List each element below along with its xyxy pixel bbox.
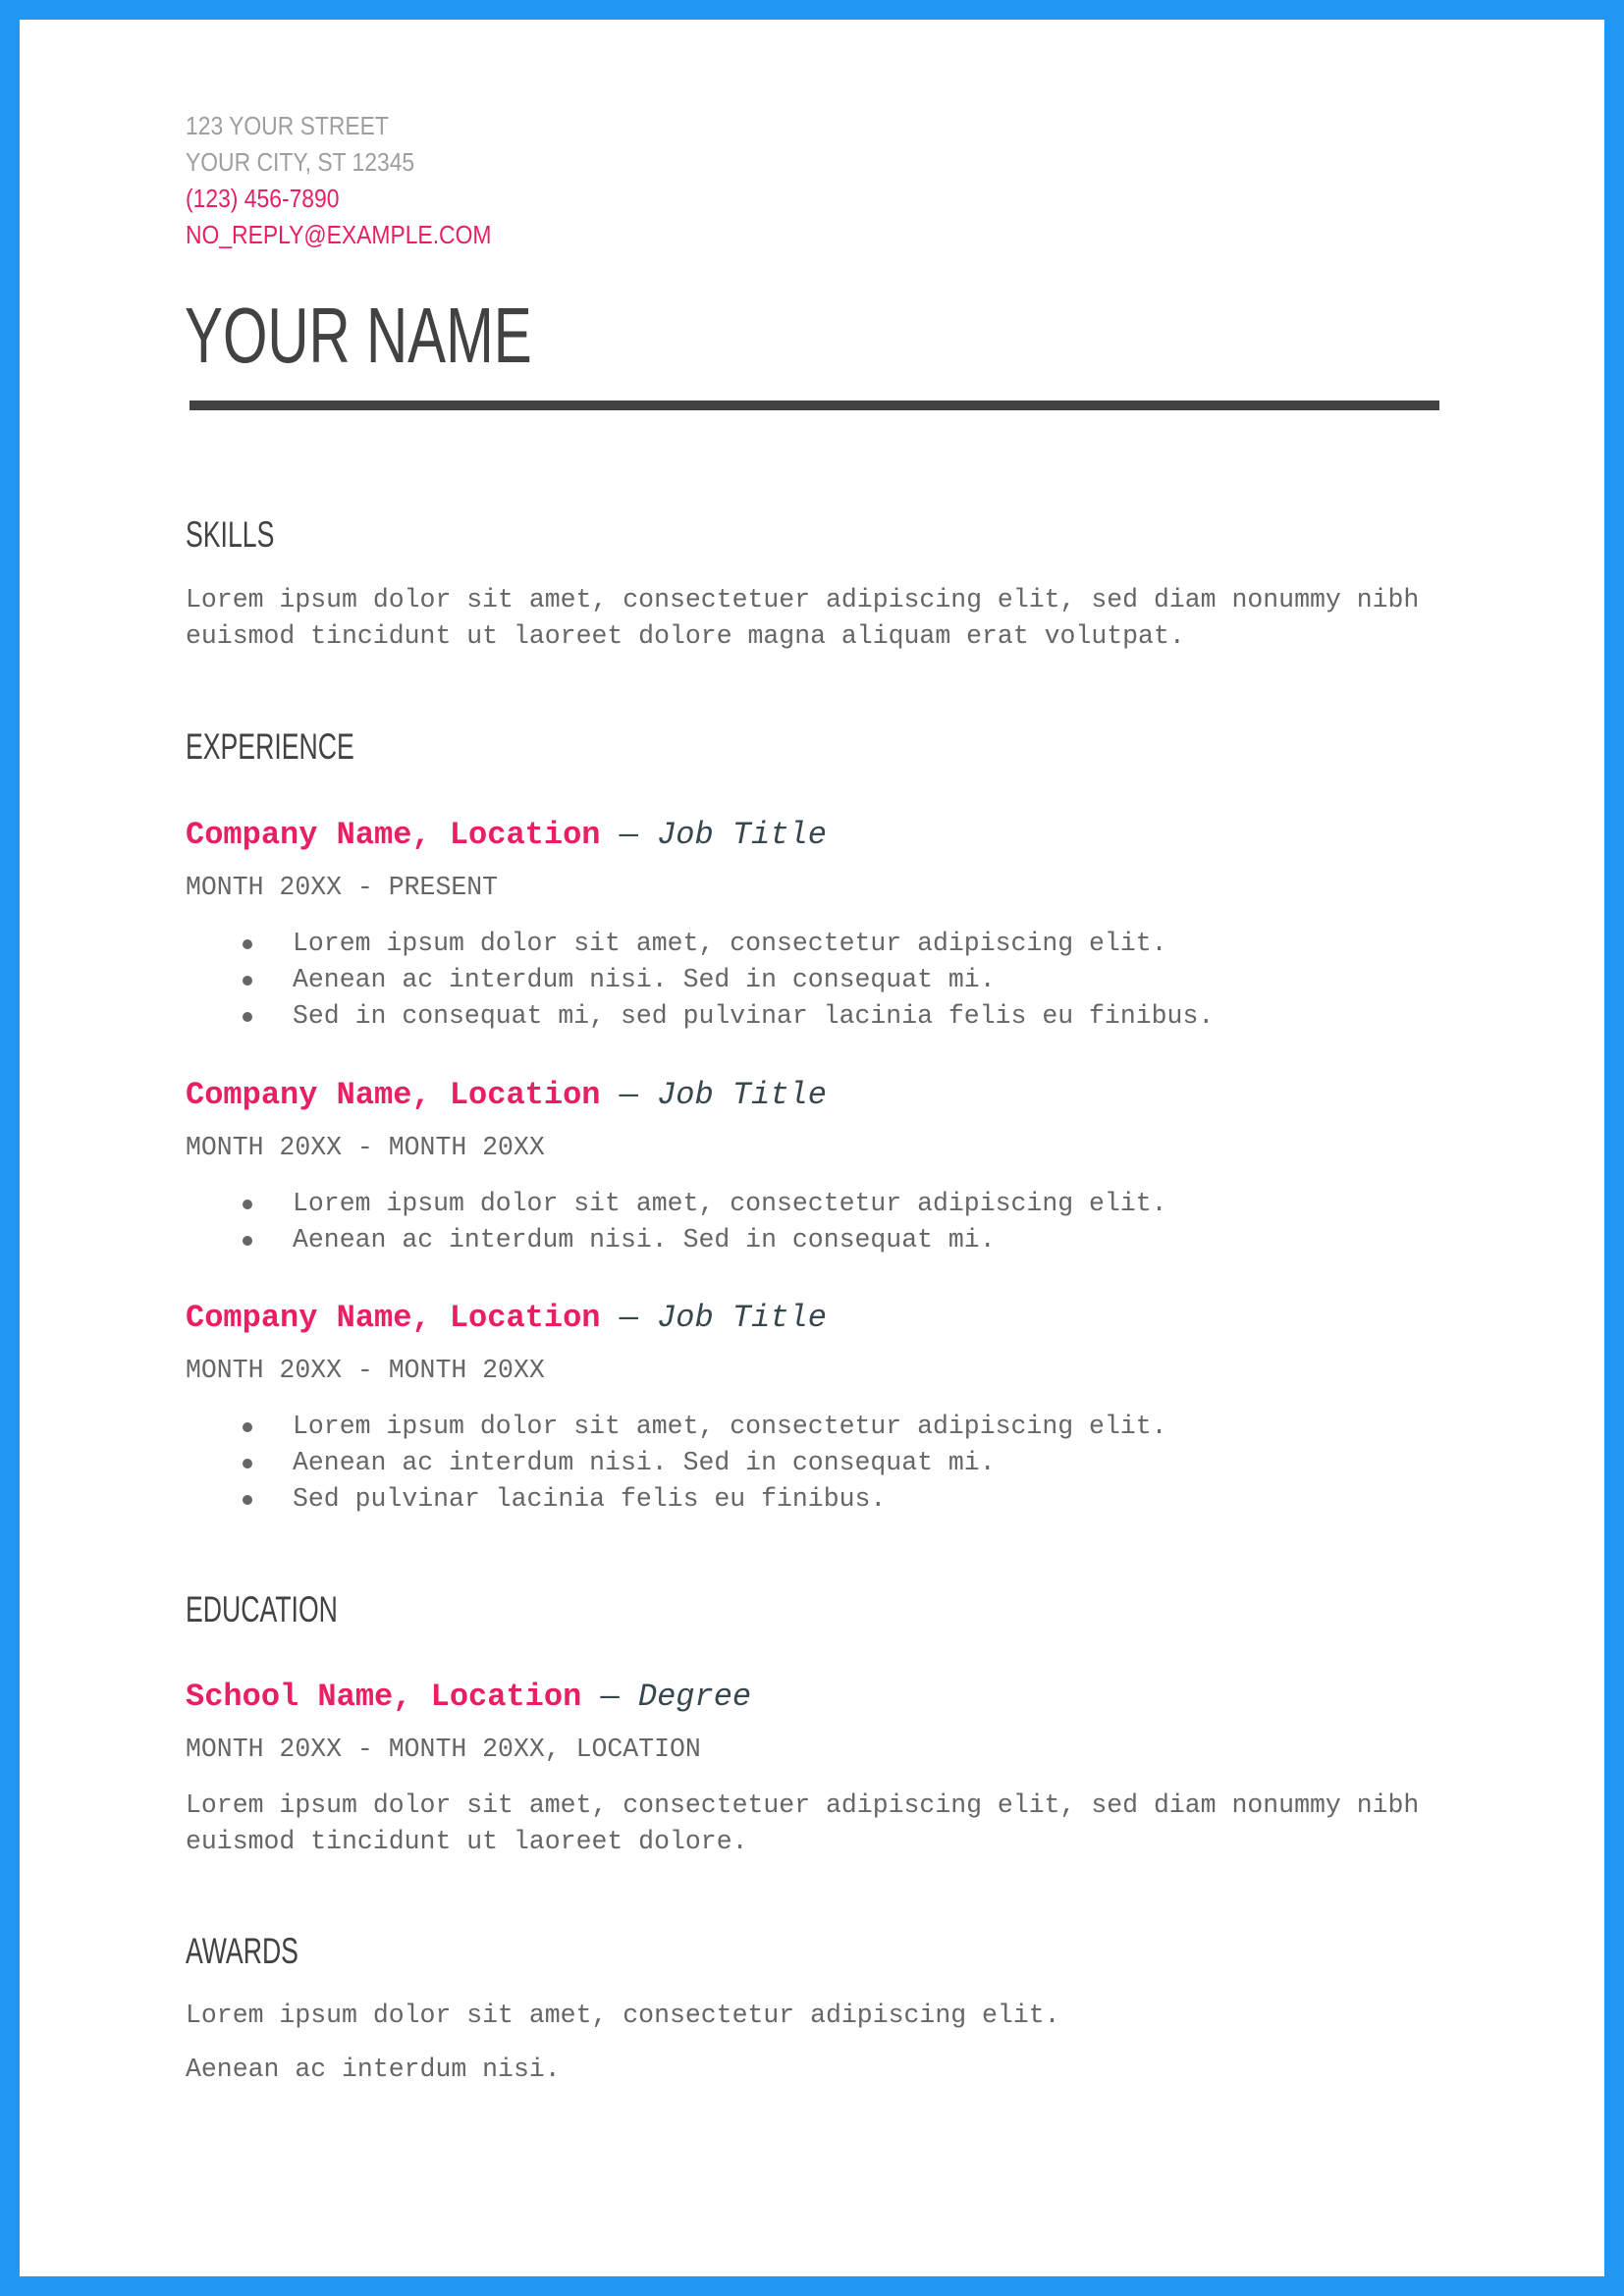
job-bullet: Lorem ipsum dolor sit amet, consectetur adipiscing elit. <box>293 1412 1167 1441</box>
bullet-icon <box>243 1200 252 1209</box>
job-dates: MONTH 20XX - MONTH 20XX <box>186 1133 545 1162</box>
resume-page <box>20 20 1604 2276</box>
contact-phone[interactable]: (123) 456-7890 <box>186 184 340 213</box>
em-dash: — <box>600 1300 658 1336</box>
company-name: Company Name, Location <box>186 1300 601 1336</box>
bullet-icon <box>243 1012 252 1022</box>
award-line: Lorem ipsum dolor sit amet, consectetur adipiscing elit. <box>186 2001 1060 2030</box>
em-dash: — <box>600 817 658 853</box>
bullet-icon <box>243 1459 252 1468</box>
section-heading-education: EDUCATION <box>186 1589 338 1629</box>
education-dates: MONTH 20XX - MONTH 20XX, LOCATION <box>186 1735 701 1764</box>
section-heading-experience: EXPERIENCE <box>186 726 354 767</box>
skills-text-line: euismod tincidunt ut laoreet dolore magna aliquam erat volutpat. <box>186 621 1185 651</box>
award-line: Aenean ac interdum nisi. <box>186 2055 561 2084</box>
job-heading <box>186 816 827 855</box>
school-name: School Name, Location <box>186 1679 582 1715</box>
education-heading <box>186 1678 751 1717</box>
job-heading <box>186 1076 827 1115</box>
job-title: Job Title <box>657 1077 827 1113</box>
bullet-icon <box>243 1495 252 1505</box>
company-name: Company Name, Location <box>186 817 601 853</box>
education-text-line: Lorem ipsum dolor sit amet, consectetuer adipiscing elit, sed diam nonummy nibh <box>186 1790 1420 1820</box>
job-title: Job Title <box>657 817 827 853</box>
contact-street: 123 YOUR STREET <box>186 111 389 140</box>
bullet-icon <box>243 939 252 949</box>
section-heading-skills: SKILLS <box>186 514 275 555</box>
job-dates: MONTH 20XX - MONTH 20XX <box>186 1356 545 1385</box>
job-bullet: Sed in consequat mi, sed pulvinar lacinia felis eu finibus. <box>293 1001 1215 1031</box>
contact-city: YOUR CITY, ST 12345 <box>186 147 415 177</box>
resume-name: YOUR NAME <box>185 292 532 379</box>
contact-email[interactable]: NO_REPLY@EXAMPLE.COM <box>186 220 492 249</box>
skills-text-line: Lorem ipsum dolor sit amet, consectetuer adipiscing elit, sed diam nonummy nibh <box>186 585 1420 614</box>
job-bullet: Sed pulvinar lacinia felis eu finibus. <box>293 1484 887 1514</box>
em-dash: — <box>600 1077 658 1113</box>
em-dash: — <box>581 1679 638 1715</box>
job-title: Job Title <box>657 1300 827 1336</box>
job-bullet: Lorem ipsum dolor sit amet, consectetur adipiscing elit. <box>293 1189 1167 1218</box>
name-divider <box>189 400 1439 410</box>
company-name: Company Name, Location <box>186 1077 601 1113</box>
job-bullet: Lorem ipsum dolor sit amet, consectetur adipiscing elit. <box>293 929 1167 958</box>
job-bullet: Aenean ac interdum nisi. Sed in consequat mi. <box>293 1225 996 1255</box>
bullet-icon <box>243 976 252 986</box>
bullet-icon <box>243 1422 252 1432</box>
section-heading-awards: AWARDS <box>186 1931 298 1971</box>
job-dates: MONTH 20XX - PRESENT <box>186 873 499 902</box>
bullet-icon <box>243 1236 252 1246</box>
job-heading <box>186 1299 827 1338</box>
education-text-line: euismod tincidunt ut laoreet dolore. <box>186 1827 748 1856</box>
degree: Degree <box>637 1679 752 1715</box>
job-bullet: Aenean ac interdum nisi. Sed in consequat mi. <box>293 965 996 994</box>
job-bullet: Aenean ac interdum nisi. Sed in consequat mi. <box>293 1448 996 1477</box>
